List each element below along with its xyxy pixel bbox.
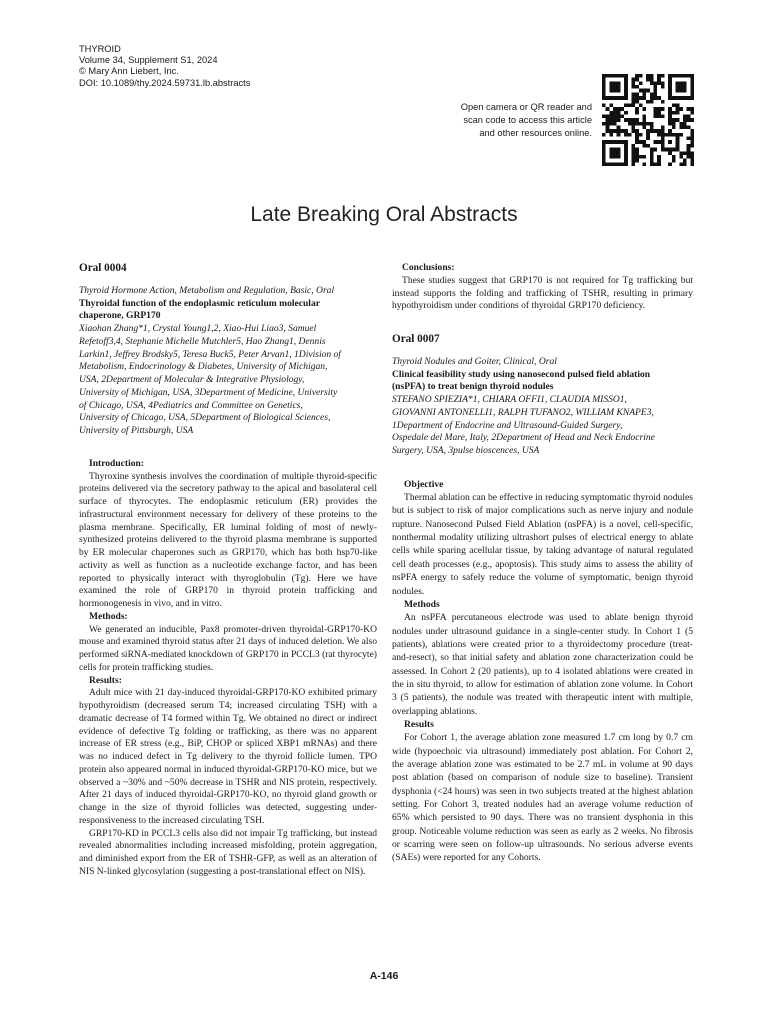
qr-note (400, 101, 592, 140)
abstract-authors (79, 323, 377, 438)
abstract-topic: Thyroid Hormone Action, Metabolism and Regulation, Basic, Oral (79, 284, 335, 296)
author-line: University of Pittsburgh, USA (79, 425, 194, 436)
author-line: Metabolism, Endocrinology & Diabetes, University of Michigan, (79, 361, 328, 373)
journal-doi[interactable]: DOI: 10.1089/thy.2024.59731.lb.abstracts (79, 77, 251, 88)
section-heading-results: Results (404, 718, 434, 730)
page-number: A-146 (369, 970, 399, 982)
results-text: For Cohort 1, the average ablation zone measured 1.7 cm long by 0.7 cm wide (hypoechoic via ultrasound) immediately post ablation. For Cohort 2, the average ablation zone was estimated to be 2.7 mL in volume at 90 days post ablation (based on comparison of nodule size to baseline). Transient dysphonia (<24 hours) was seen in two subjects treated at the highest ablation setting. For Cohort 3, treated nodules had an average volume reduction of 65% which persisted to 90 days. There was no transient dysphonia in this group. Noticeable volume reduction was seen as early as 2 weeks. No fibrosis or scarring were seen on follow-up ultrasounds. No serious adverse events (SAEs) were reported for any Cohorts. (392, 732, 693, 864)
journal-copyright: © Mary Ann Liebert, Inc. (79, 66, 179, 77)
abstract-title (392, 369, 693, 395)
author-line: STEFANO SPIEZIA*1, CHIARA OFFI1, CLAUDIA MISSO1, (392, 394, 627, 405)
objective-text: Thermal ablation can be effective in reducing symptomatic thyroid nodules but is subject to risk of major complications such as nerve injury and nodule rupture. Nanosecond Pulsed Field Ablation (nsPFA) is a novel, cell-specific, nonthermal modality utilizing ultrashort pulses of electrical energy to ablate cells while sparing acellular tissue, by taking advantage of natural regulated cell death processes (e.g., apoptosis). This study aims to assess the ability of nsPFA energy to safely reduce the volume of symptomatic, benign thyroid nodules. (392, 492, 693, 597)
methods-text: We generated an inducible, Pax8 promoter-driven thyroidal-GRP170-KO mouse and examined thyroid status after 21 days of induced deletion. We also performed siRNA-mediated knockdown of GRP170 in PCCL3 (rat thyrocyte) cells for protein trafficking studies. (79, 623, 377, 673)
author-line: University of Chicago, USA, 5Department of Biological Sciences, (79, 412, 331, 424)
author-line: USA, 2Department of Molecular & Integrative Physiology, (79, 374, 305, 385)
qr-note-line3: and other resources online. (479, 128, 592, 138)
abstract-title-line: chaperone, GRP170 (79, 310, 161, 322)
abstract-title-line: Thyroidal function of the endoplasmic reticulum molecular (79, 297, 320, 309)
right-column (392, 262, 693, 865)
author-line: 1Department of Endocrine and Ultrasound-Guided Surgery, (392, 419, 623, 431)
author-line: Refetoff3,4, Stephanie Michelle Mutchler5, Hao Zhang1, Dennis (79, 335, 326, 347)
qr-note-line2: scan code to access this article (463, 115, 592, 125)
abstract-title-line: (nsPFA) to treat benign thyroid nodules (392, 381, 554, 393)
author-line: Xiaohan Zhang*1, Crystal Young1,2, Xiao-Hui Liao3, Samuel (79, 323, 317, 334)
methods-text: An nsPFA percutaneous electrode was used to ablate benign thyroid nodules under ultrasound guidance in a single-center study. In Cohort 1 (5 patients), ablations were created prior to a thyroidectomy procedure (treat-and-resect), so that initial safety and ablation zone characterization could be assessed. In Cohort 2 (20 patients), up to 4 isolated ablations were created in the in situ thyroid, to allow for estimation of ablation zone volume. In Cohort 3 (5 patients), the nodule was treated with therapeutic intent with multiple, overlapping ablations. (392, 612, 693, 717)
author-line: of Chicago, USA, 4Pediatrics and Committee on Genetics, (79, 399, 303, 411)
section-heading-objective: Objective (404, 478, 444, 490)
journal-volume: Volume 34, Supplement S1, 2024 (79, 55, 218, 66)
section-heading-results: Results: (89, 674, 122, 686)
section-heading-introduction: Introduction: (89, 457, 144, 469)
section-heading-methods: Methods (404, 598, 440, 610)
author-line: Larkin1, Jeffrey Brodsky5, Teresa Buck5, Peter Arvan1, 1Division of (79, 348, 341, 360)
section-heading-conclusions: Conclusions: (402, 262, 455, 273)
author-line: University of Michigan, USA, 3Department of Medicine, University (79, 386, 338, 398)
qr-code-icon[interactable] (602, 74, 694, 166)
results-text: Adult mice with 21 day-induced thyroidal-GRP170-KO exhibited primary hypothyroidism (decreased serum T4; increased circulating TSH) with a dramatic decrease of T4 formed within Tg. We obtained no direct or indirect evidence of defective Tg folding or trafficking, as there was no apparent increase of ER stress (e.g., BiP, CHOP or spliced XBP1 mRNAs) and there was no induced defect in Tg delivery to the thyroid follicle lumen. TPO protein also appeared normal in induced thyroidal-GRP170-KO mice, but we observed a ~30% and ~50% decrease in TSHR and NIS protein, respectively. After 21 days of induced thyroidal-GRP170-KO, no thyroid gland growth or change in the size of thyroid follicles was detected, suggesting under-responsiveness to the increased circulating TSH. (79, 687, 377, 826)
page-title: Late Breaking Oral Abstracts (250, 203, 518, 226)
abstract-oral-0007 (392, 333, 693, 865)
abstract-title (79, 298, 377, 324)
journal-header (79, 44, 250, 89)
journal-name: THYROID (79, 44, 121, 54)
author-line: Surgery, USA, 3pulse bioscences, USA (392, 445, 540, 456)
abstract-topic: Thyroid Nodules and Goiter, Clinical, Oral (392, 355, 557, 367)
author-line: Ospedale del Mare, Italy, 2Department of Head and Neck Endocrine (392, 432, 655, 444)
author-line: GIOVANNI ANTONELLI1, RALPH TUFANO2, WILLIAM KNAPE3, (392, 406, 654, 418)
section-heading-methods: Methods: (89, 610, 128, 622)
qr-note-line1: Open camera or QR reader and (460, 102, 592, 112)
abstract-id: Oral 0004 (79, 262, 127, 274)
results-text: GRP170-KD in PCCL3 cells also did not impair Tg trafficking, but instead revealed abnormalities including increased misfolding, protein aggregation, and diminished export from the ER of TSHR-GFP, as well as an alteration of NIS N-linked glycosylation (suggesting a post-translational effect on NIS). (79, 827, 377, 877)
abstract-oral-0004 (79, 262, 377, 879)
conclusions-text: These studies suggest that GRP170 is not required for Tg trafficking but instead supports the folding and trafficking of TSHR, resulting in primary hypothyroidism under conditions of thyroidal GRP170 deficiency. (392, 274, 693, 312)
abstract-authors (392, 394, 693, 458)
abstract-id: Oral 0007 (392, 333, 440, 345)
introduction-text: Thyroxine synthesis involves the coordination of multiple thyroid-specific proteins delivered via the secretory pathway to the apical and basolateral cell surface of thyrocytes. The endoplasmic reticulum (ER) provides the infrastructural environment necessary for delivery of these proteins to the plasma membrane. Specifically, ER luminal folding of most of newly-synthesized proteins delivered to the thyroid plasma membrane is supported by ER molecular chaperones such as GRP170, which has both hsp70-like activity as well as function as a nucleotide exchange factor, and has been reported to physically interact with thyroglobulin (Tg). Here we have examined the role of GRP170 in thyroid protein trafficking and hormonogenesis in vivo, and in vitro. (79, 470, 377, 609)
abstract-title-line: Clinical feasibility study using nanosecond pulsed field ablation (392, 368, 651, 380)
